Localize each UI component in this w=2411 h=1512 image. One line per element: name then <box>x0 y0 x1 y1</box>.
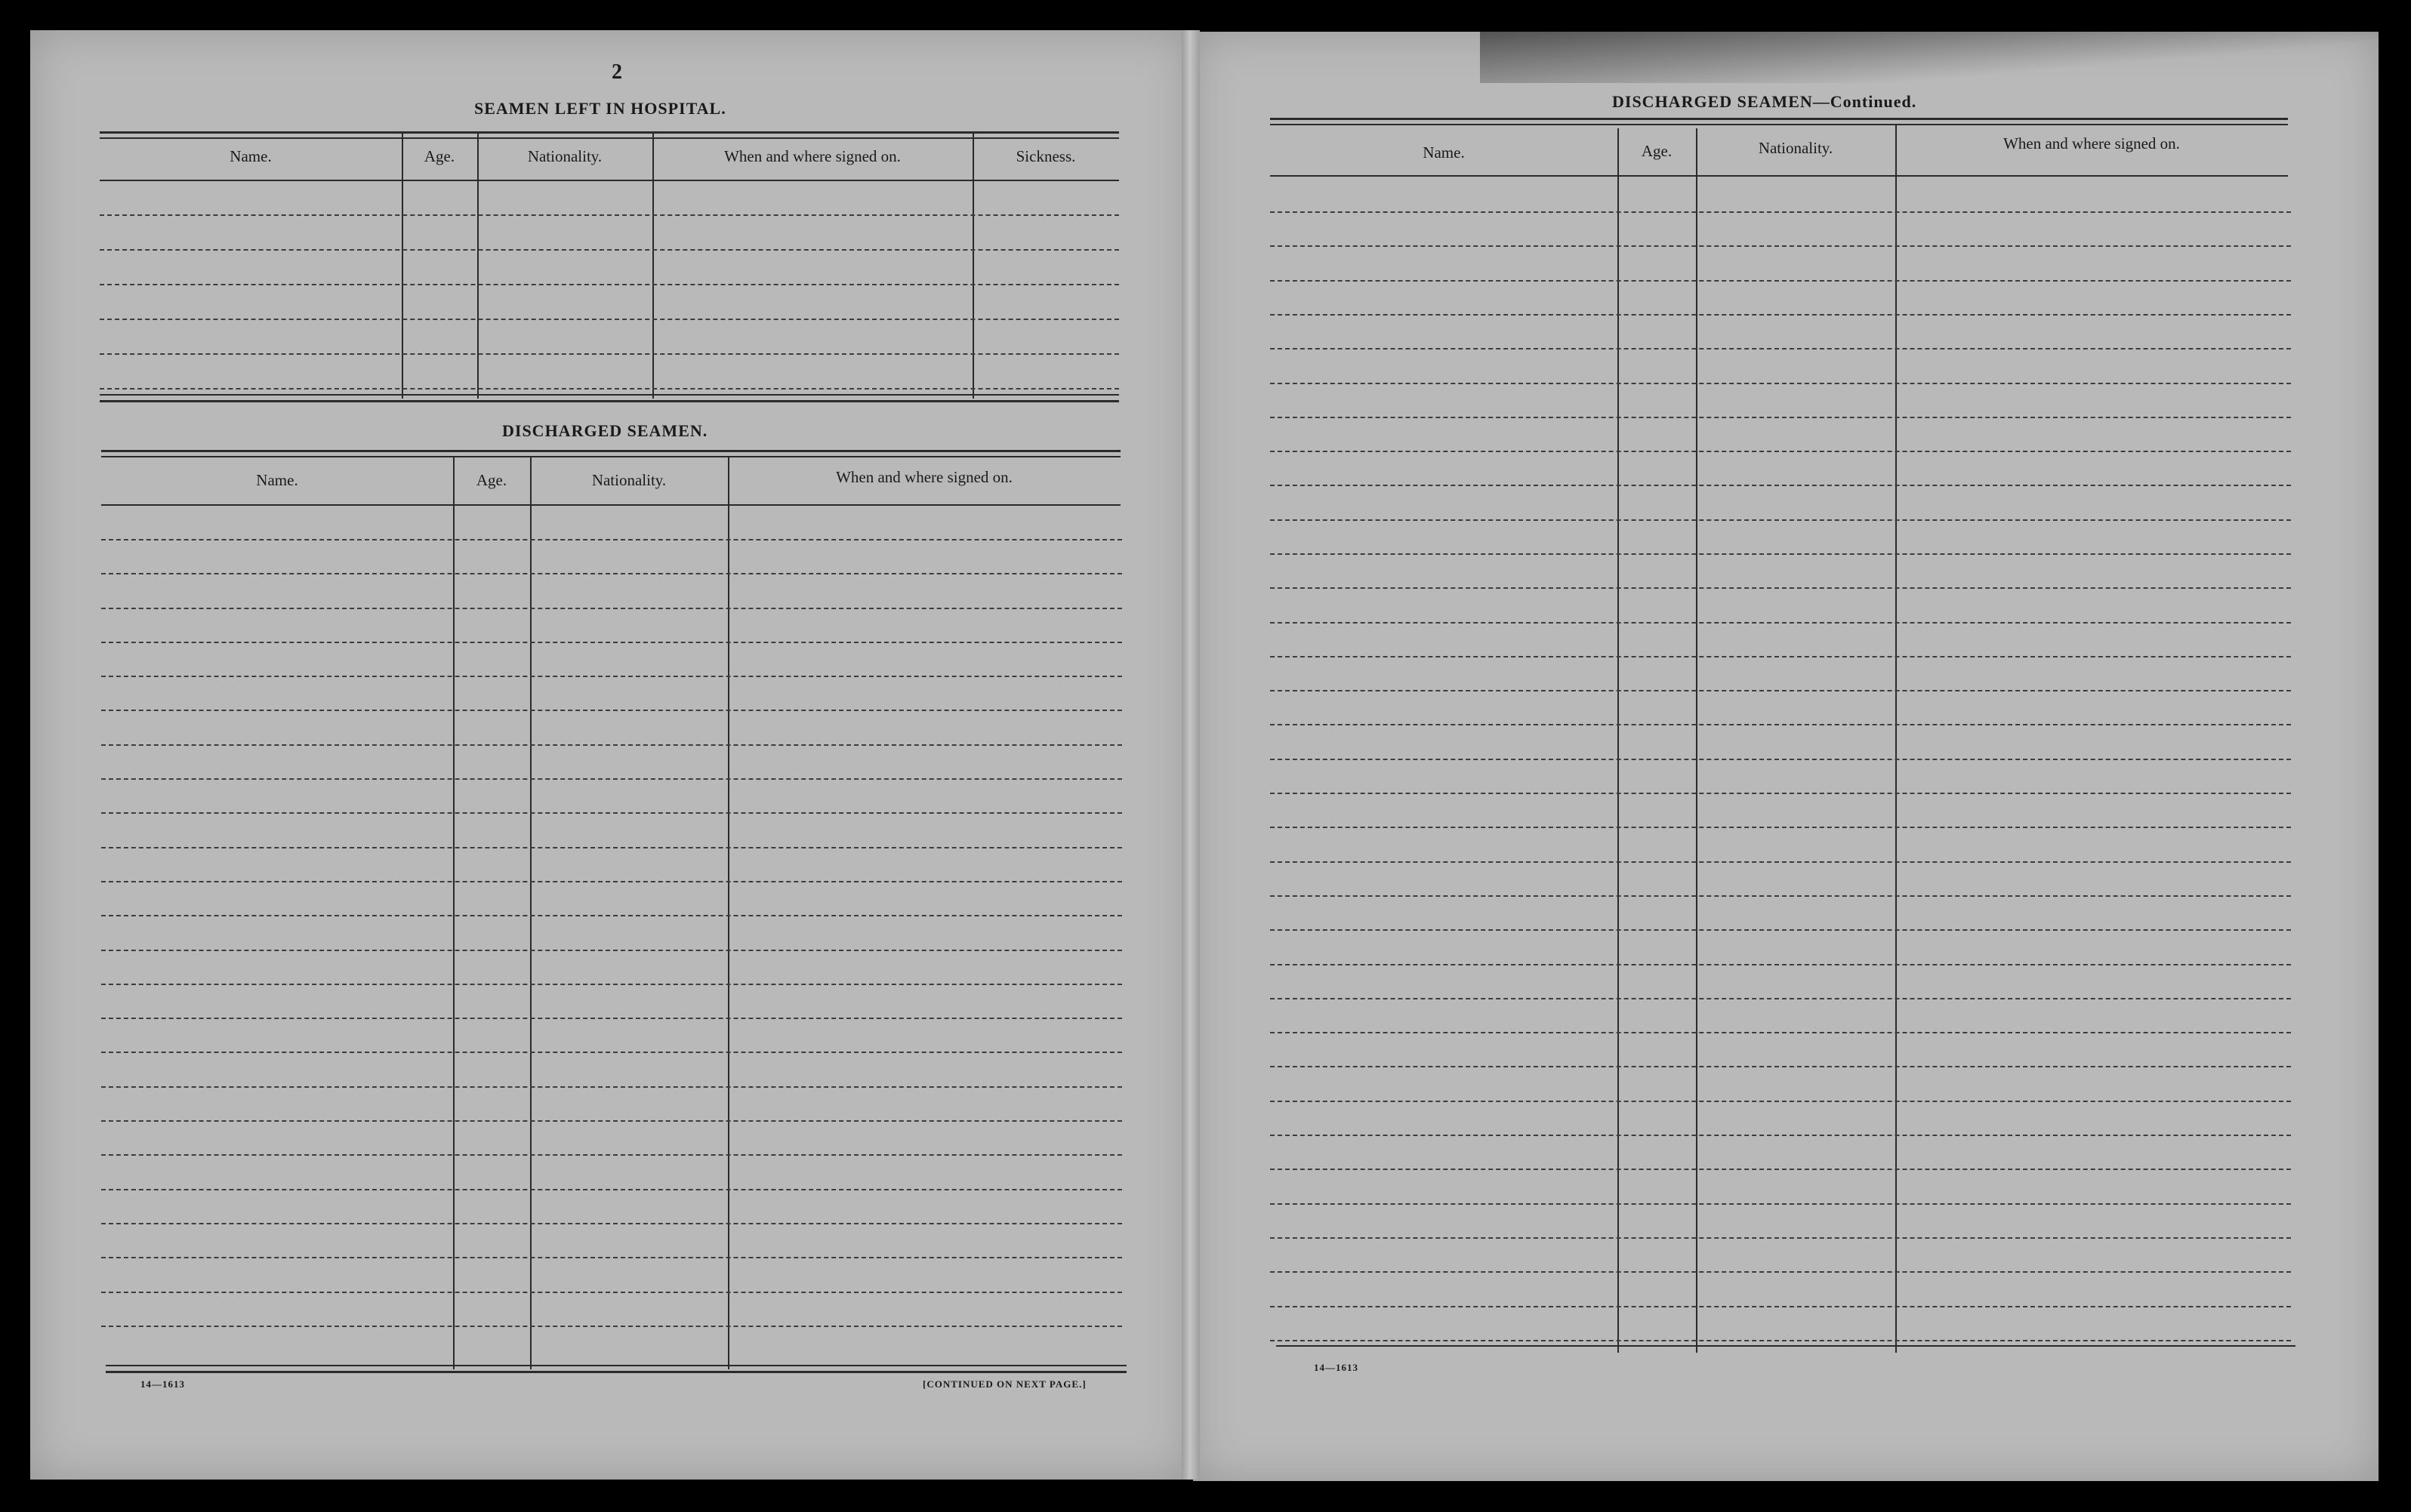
left-page <box>30 30 1189 1480</box>
ruled-line <box>100 353 1119 355</box>
discharged-section-title: DISCHARGED SEAMEN. <box>502 421 708 440</box>
ruled-line <box>1270 587 2291 589</box>
hospital-divider <box>973 133 974 399</box>
discharged-col-name: Name. <box>256 471 298 489</box>
ruled-line <box>1270 929 2291 931</box>
ruled-line <box>1270 1203 2291 1205</box>
ruled-line <box>101 847 1122 848</box>
right-col-nationality: Nationality. <box>1758 139 1833 157</box>
right-col-name: Name. <box>1423 143 1465 162</box>
ruled-line <box>1270 245 2291 247</box>
ruled-line <box>101 778 1122 780</box>
ruled-line <box>1270 1135 2291 1136</box>
right-table-top-rule <box>1270 118 2288 120</box>
ruled-line <box>1270 724 2291 725</box>
discharged-table-top-rule <box>101 450 1121 452</box>
ruled-line <box>101 1189 1122 1190</box>
discharged-col-nationality: Nationality. <box>591 471 667 489</box>
ruled-line <box>100 249 1119 251</box>
ruled-line <box>101 744 1122 746</box>
right-table-top-rule-inner <box>1270 124 2288 125</box>
ruled-line <box>101 1257 1122 1258</box>
ruled-line <box>1270 1340 2291 1341</box>
ruled-line <box>1270 348 2291 350</box>
left-footer-continued: [CONTINUED ON NEXT PAGE.] <box>923 1378 1087 1390</box>
page-number: 2 <box>612 60 622 84</box>
ruled-line <box>1270 1066 2291 1067</box>
hospital-section-title: SEAMEN LEFT IN HOSPITAL. <box>474 99 726 118</box>
ruled-line <box>1270 895 2291 897</box>
ruled-line <box>101 1292 1122 1293</box>
ruled-line <box>1270 485 2291 486</box>
ruled-line <box>100 214 1119 216</box>
ruled-line <box>1270 1032 2291 1033</box>
ruled-line <box>101 1326 1122 1327</box>
discharged-col-when-where: When and where signed on. <box>836 468 1013 486</box>
hospital-col-when-where: When and where signed on. <box>724 147 901 165</box>
ruled-line <box>1270 793 2291 794</box>
ruled-line <box>1270 314 2291 316</box>
ruled-line <box>101 1086 1122 1088</box>
hospital-divider <box>652 133 654 399</box>
discharged-divider <box>530 457 532 1369</box>
hospital-col-age: Age. <box>424 147 455 165</box>
ruled-line <box>1270 383 2291 384</box>
ruled-line <box>101 881 1122 882</box>
ruled-line <box>1270 451 2291 452</box>
ruled-line <box>101 676 1122 677</box>
discharged-col-age: Age. <box>476 471 507 489</box>
ruled-line <box>1270 622 2291 624</box>
hospital-bottom-rule-outer <box>100 400 1119 402</box>
ruled-line <box>101 573 1122 574</box>
ruled-line <box>101 1120 1122 1122</box>
right-section-title: DISCHARGED SEAMEN—Continued. <box>1612 92 1917 111</box>
hospital-col-sickness: Sickness. <box>1016 147 1076 165</box>
ruled-line <box>101 642 1122 643</box>
ruled-line <box>101 1223 1122 1224</box>
discharged-table-top-rule-inner <box>101 456 1121 457</box>
discharged-bottom-rule <box>106 1365 1127 1366</box>
ruled-line <box>1270 553 2291 555</box>
right-col-when-where: When and where signed on. <box>2003 134 2180 152</box>
ruled-line <box>1270 417 2291 418</box>
ruled-line <box>1270 280 2291 282</box>
ruled-line <box>101 950 1122 951</box>
ruled-line <box>1270 211 2291 213</box>
right-footer-form-number: 14—1613 <box>1314 1362 1358 1373</box>
torn-edge-shadow <box>1480 23 2379 83</box>
ruled-line <box>1270 690 2291 691</box>
right-header-rule <box>1270 175 2288 177</box>
ruled-line <box>101 984 1122 985</box>
ruled-line <box>101 608 1122 609</box>
discharged-header-rule <box>101 504 1121 506</box>
ruled-line <box>1270 998 2291 999</box>
ruled-line <box>1270 827 2291 828</box>
hospital-divider <box>477 133 479 399</box>
hospital-col-nationality: Nationality. <box>527 147 603 165</box>
hospital-col-name: Name. <box>230 147 272 165</box>
ruled-line <box>1270 519 2291 521</box>
ruled-line <box>1270 861 2291 863</box>
hospital-bottom-rule <box>100 394 1119 396</box>
right-page <box>1193 32 2379 1481</box>
hospital-table-top-rule <box>100 131 1119 134</box>
ruled-line <box>1270 1237 2291 1239</box>
ruled-line <box>101 1154 1122 1156</box>
hospital-divider <box>402 133 403 399</box>
ruled-line <box>1270 759 2291 760</box>
page-gutter <box>1182 30 1200 1480</box>
ruled-line <box>101 710 1122 711</box>
ruled-line <box>100 284 1119 285</box>
ruled-line <box>1270 964 2291 965</box>
ruled-line <box>1270 1101 2291 1102</box>
ruled-line <box>101 539 1122 540</box>
ruled-line <box>101 915 1122 916</box>
left-footer-form-number: 14—1613 <box>140 1378 185 1390</box>
ruled-line <box>1270 1271 2291 1273</box>
ruled-line <box>101 1052 1122 1053</box>
ruled-line <box>101 812 1122 814</box>
hospital-header-rule <box>100 180 1119 181</box>
ruled-line <box>100 388 1119 390</box>
discharged-bottom-rule-outer <box>106 1371 1127 1373</box>
ruled-line <box>101 1018 1122 1019</box>
ruled-line <box>1270 1306 2291 1307</box>
right-col-age: Age. <box>1641 142 1673 160</box>
ruled-line <box>100 319 1119 320</box>
discharged-divider <box>453 457 455 1369</box>
discharged-divider <box>728 457 729 1369</box>
hospital-table-top-rule-inner <box>100 137 1119 139</box>
ruled-line <box>1270 1169 2291 1170</box>
right-bottom-rule <box>1276 1345 2295 1347</box>
ruled-line <box>1270 656 2291 657</box>
